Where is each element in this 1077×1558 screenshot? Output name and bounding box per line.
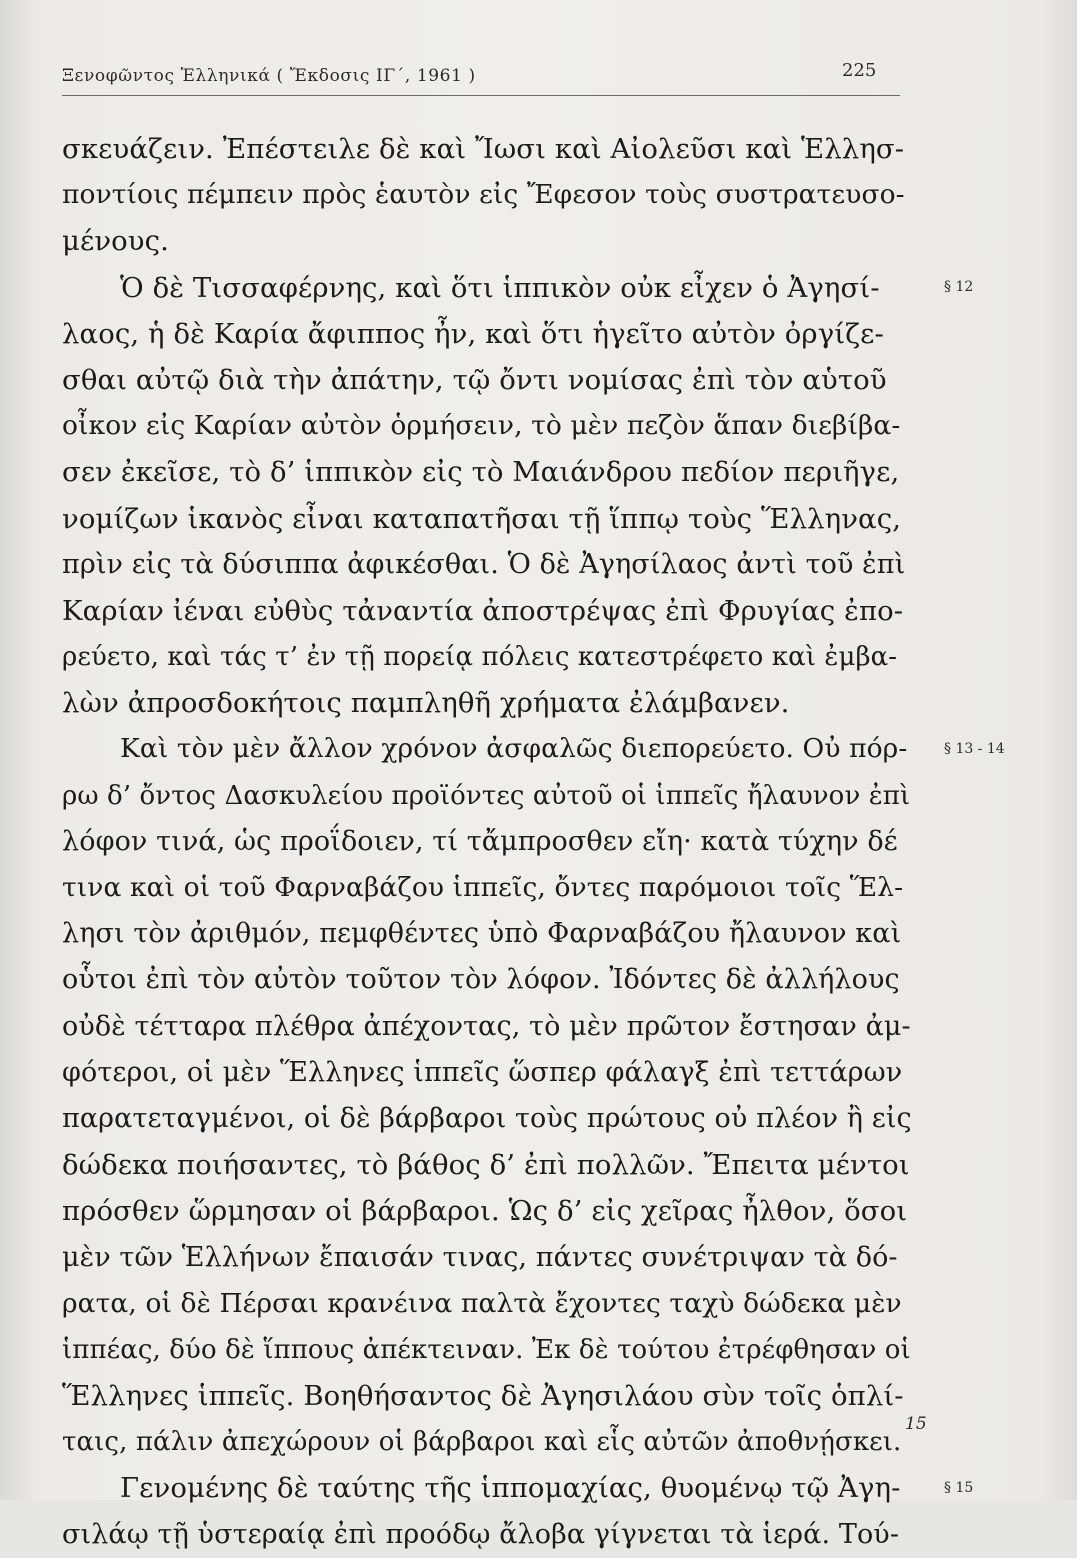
text-line: Καὶ τὸν μὲν ἄλλον χρόνον ἀσφαλῶς διεπορεύετο. Οὐ πόρ- — [120, 733, 908, 765]
body-text — [62, 126, 912, 1558]
section-marker: § 15 — [944, 1479, 974, 1496]
text-line: δώδεκα ποιήσαντες, τὸ βάθος δ’ ἐπὶ πολλῶν. Ἔπειτα μέντοι — [62, 1149, 910, 1182]
text-line: φότεροι, οἱ μὲν Ἕλληνες ἱππεῖς ὥσπερ φάλαγξ ἐπὶ τεττάρων — [62, 1056, 903, 1088]
text-line: σεν ἐκεῖσε, τὸ δ’ ἱππικὸν εἰς τὸ Μαιάνδρου πεδίον περιῆγε, — [62, 456, 900, 489]
section-marker: § 13 - 14 — [944, 740, 1005, 757]
text-line: ταις, πάλιν ἀπεχώρουν οἱ βάρβαροι καὶ εἷς αὐτῶν ἀποθνῄσκει. — [62, 1427, 902, 1458]
text-line: πρόσθεν ὥρμησαν οἱ βάρβαροι. Ὡς δ’ εἰς χεῖρας ἦλθον, ὅσοι — [62, 1195, 908, 1228]
section-marker: § 12 — [944, 278, 974, 295]
text-line: σθαι αὐτῷ διὰ τὴν ἀπάτην, τῷ ὄντι νομίσας ἐπὶ τὸν αὑτοῦ — [62, 363, 887, 396]
text-line: λησι τὸν ἀριθμόν, πεμφθέντες ὑπὸ Φαρναβάζου ἤλαυνον καὶ — [62, 918, 902, 950]
text-line: Ὁ δὲ Τισσαφέρνης, καὶ ὅτι ἱππικὸν οὐκ εἶχεν ὁ Ἀγησί- — [120, 271, 880, 304]
text-line: λαος, ἡ δὲ Καρία ἄφιππος ἦν, καὶ ὅτι ἡγεῖτο αὐτὸν ὀργίζε- — [62, 317, 884, 350]
text-line: Καρίαν ἰέναι εὐθὺς τἀναντία ἀποστρέψας ἐπὶ Φρυγίας ἐπο- — [62, 594, 904, 627]
text-line: ρω δ’ ὄντος Δασκυλείου προϊόντες αὐτοῦ οἱ ἱππεῖς ἤλαυνον ἐπὶ — [62, 780, 911, 811]
text-line: οὗτοι ἐπὶ τὸν αὐτὸν τοῦτον τὸν λόφον. Ἰδόντες δὲ ἀλλήλους — [62, 964, 900, 996]
text-line: λὼν ἀπροσδοκήτοις παμπληθῆ χρήματα ἐλάμβανεν. — [62, 687, 790, 720]
text-line: μένους. — [62, 225, 169, 258]
text-line: Γενομένης δὲ ταύτης τῆς ἱππομαχίας, θυομένῳ τῷ Ἀγη- — [120, 1472, 901, 1505]
text-line: λόφον τινά, ὡς προΐδοιεν, τί τἄμπροσθεν εἴη· κατὰ τύχην δέ — [62, 825, 898, 857]
text-line: πρὶν εἰς τὰ δύσιππα ἀφικέσθαι. Ὁ δὲ Ἀγησίλαος ἀντὶ τοῦ ἐπὶ — [62, 548, 906, 580]
text-line: ποντίοις πέμπειν πρὸς ἑαυτὸν εἰς Ἔφεσον τοὺς συστρατευσο- — [62, 179, 905, 211]
text-line: ρεύετο, καὶ τάς τ’ ἐν τῇ πορείᾳ πόλεις κατεστρέφετο καὶ ἐμβα- — [62, 642, 898, 673]
text-line: οὐδὲ τέτταρα πλέθρα ἀπέχοντας, τὸ μὲν πρῶτον ἔστησαν ἀμ- — [62, 1010, 911, 1042]
text-line: ρατα, οἱ δὲ Πέρσαι κρανέινα παλτὰ ἔχοντες ταχὺ δώδεκα μὲν — [62, 1287, 902, 1319]
signature-mark: 15 — [905, 1414, 927, 1434]
running-head: Ξενοφῶντος Ἑλληνικά ( Ἔκδοσις ΙΓ΄, 1961 ) — [62, 66, 476, 86]
text-line: Ἕλληνες ἱππεῖς. Βοηθήσαντος δὲ Ἀγησιλάου σὺν τοῖς ὁπλί- — [62, 1380, 904, 1413]
text-line: σιλάῳ τῇ ὑστεραίᾳ ἐπὶ προόδῳ ἄλοβα γίγνεται τὰ ἱερά. Τού- — [62, 1518, 900, 1550]
text-line: παρατεταγμένοι, οἱ δὲ βάρβαροι τοὺς πρώτους οὐ πλέον ἢ εἰς — [62, 1102, 912, 1134]
text-line: νομίζων ἱκανὸς εἶναι καταπατῆσαι τῇ ἵππῳ τοὺς Ἕλληνας, — [62, 502, 902, 535]
text-line: μὲν τῶν Ἑλλήνων ἔπαισάν τινας, πάντες συνέτριψαν τὰ δό- — [62, 1241, 898, 1273]
text-line: σκευάζειν. Ἐπέστειλε δὲ καὶ Ἴωσι καὶ Αἰολεῦσι καὶ Ἑλλησ- — [62, 133, 905, 165]
text-line: ἱππέας, δύο δὲ ἵππους ἀπέκτειναν. Ἐκ δὲ τούτου ἐτρέφθησαν οἱ — [62, 1334, 911, 1365]
page-number: 225 — [842, 60, 877, 81]
text-line: οἶκον εἰς Καρίαν αὐτὸν ὁρμήσειν, τὸ μὲν πεζὸν ἅπαν διεβίβα- — [62, 410, 901, 442]
header-rule — [62, 95, 900, 96]
text-line: τινα καὶ οἱ τοῦ Φαρναβάζου ἱππεῖς, ὄντες παρόμοιοι τοῖς Ἕλ- — [62, 872, 904, 903]
